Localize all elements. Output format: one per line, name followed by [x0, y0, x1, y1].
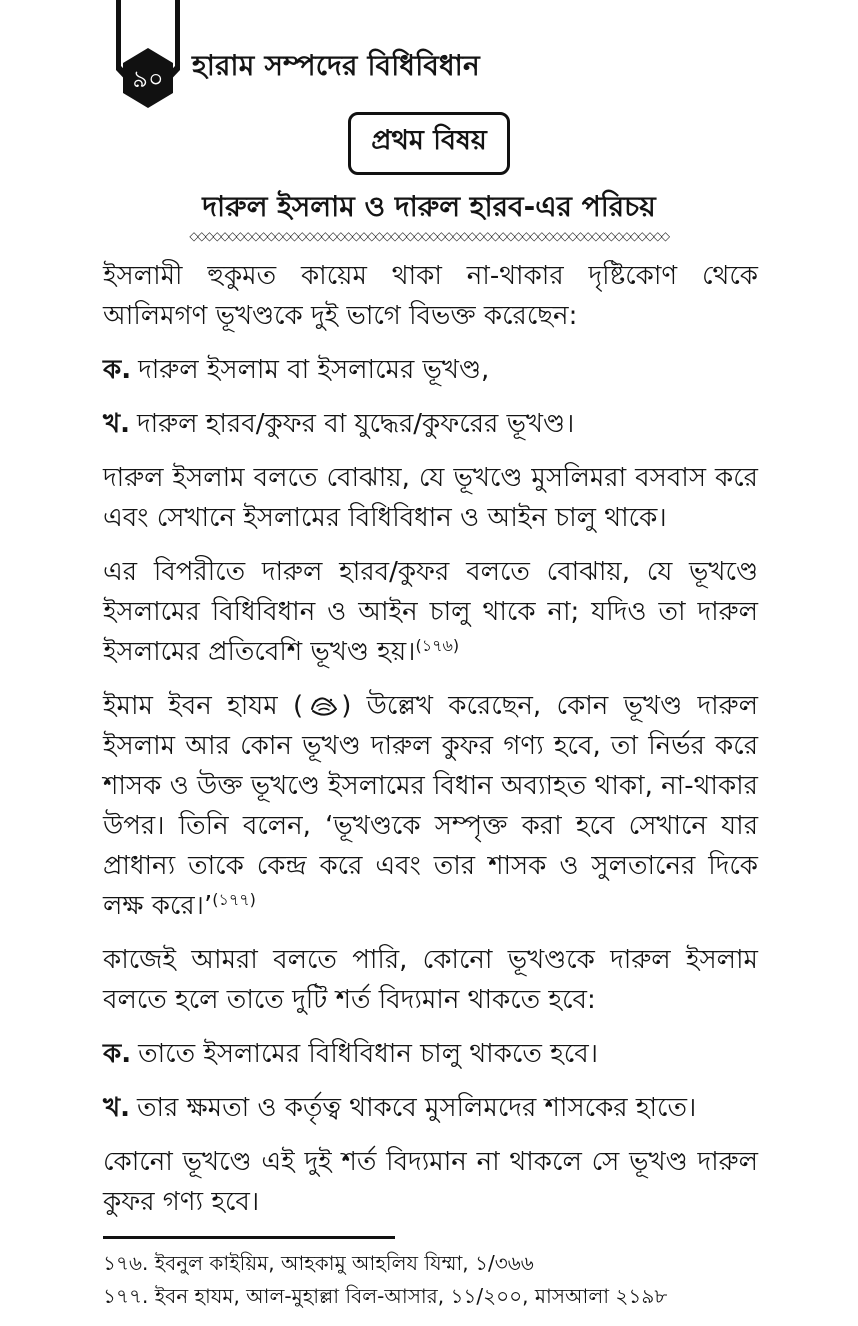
list-item-ka — [103, 350, 758, 390]
paragraph-text: এর বিপরীতে দারুল হারব/কুফর বলতে বোঝায়, যে ভূখণ্ডে ইসলামের বিধিবিধান ও আইন চালু থাকে না; যদিও তা দারুল ইসলামের প্রতিবেশি ভূখণ্ড হয়। — [103, 557, 758, 667]
footnote-176: ১৭৬. ইবনুল কাইয়িম, আহকামু আহলিয যিম্মা, ১/৩৬৬ — [103, 1251, 534, 1275]
paragraph-conclusion: কোনো ভূখণ্ডে এই দুই শর্ত বিদ্যমান না থাকলে সে ভূখণ্ড দারুল কুফর গণ্য হবে। — [103, 1147, 758, 1217]
bookmark-ribbon-icon — [112, 0, 184, 122]
paragraph-ibn-hazm — [103, 686, 758, 926]
chapter-heading: দারুল ইসলাম ও দারুল হারব-এর পরিচয় — [202, 190, 656, 223]
paragraph-conditions-intro: কাজেই আমরা বলতে পারি, কোনো ভূখণ্ডকে দারুল ইসলাম বলতে হলে তাতে দুটি শর্ত বিদ্যমান থাকতে হবে: — [103, 945, 758, 1015]
footnote-177: ১৭৭. ইবন হাযম, আল-মুহাল্লা বিল-আসার, ১১/২০০, মাসআলা ২১৯৮ — [103, 1284, 668, 1308]
list-item-ka-2 — [103, 1034, 758, 1074]
list-item-kha — [103, 404, 758, 444]
list-item-text: তাতে ইসলামের বিধিবিধান চালু থাকতে হবে। — [138, 1039, 599, 1069]
honorific-calligraphy-icon — [305, 693, 339, 717]
section-badge-label: প্রথম বিষয় — [371, 125, 487, 156]
paragraph-darul-islam: দারুল ইসলাম বলতে বোঝায়, যে ভূখণ্ডে মুসলিমরা বসবাস করে এবং সেখানে ইসলামের বিধিবিধান ও আইন চালু থাকে। — [103, 463, 758, 533]
paragraph-darul-harb — [103, 552, 758, 672]
footnotes — [103, 1247, 758, 1313]
section-badge — [348, 112, 510, 175]
list-marker: ক. — [103, 355, 132, 385]
page-number: ৯০ — [132, 65, 164, 93]
paragraph-text: ) উল্লেখ করেছেন, কোন ভূখণ্ড দারুল ইসলাম আর কোন ভূখণ্ড দারুল কুফর গণ্য হবে, তা নির্ভর করে শাসক ও উক্ত ভূখণ্ডে ইসলামের বিধান অব্যাহত থাকা, না-থাকার উপর। তিনি বলেন, ‘ভূখণ্ডকে সম্পৃক্ত করা হবে সেখানে যার প্রাধান্য তাকে কেন্দ্র করে এবং তার শাসক ও সুলতানের দিকে লক্ষ করে।’ — [103, 691, 758, 921]
paragraph-intro: ইসলামী হুকুমত কায়েম থাকা না-থাকার দৃষ্টিকোণ থেকে আলিমগণ ভূখণ্ডকে দুই ভাগে বিভক্ত করেছেন: — [103, 261, 758, 331]
body-text — [103, 256, 758, 1222]
list-marker: ক. — [103, 1039, 132, 1069]
list-item-text: তার ক্ষমতা ও কর্তৃত্ব থাকবে মুসলিমদের শাসকের হাতে। — [136, 1093, 697, 1123]
footnote-ref-177: (১৭৭) — [212, 890, 256, 909]
list-item-text: দারুল হারব/কুফর বা যুদ্ধের/কুফরের ভূখণ্ড। — [136, 409, 575, 439]
running-header-title: হারাম সম্পদের বিধিবিধান — [192, 49, 480, 82]
paragraph-text: ইমাম ইবন হাযম ( — [103, 691, 304, 721]
divider-ornament: ◇◇◇◇◇◇◇◇◇◇◇◇◇◇◇◇◇◇◇◇◇◇◇◇◇◇◇◇◇◇◇◇◇◇◇◇◇◇◇◇◇◇◇◇◇◇◇◇◇◇◇◇◇◇◇◇◇◇◇◇◇◇ — [189, 229, 669, 243]
footnote-separator — [103, 1236, 395, 1239]
list-marker: খ. — [103, 409, 130, 439]
list-item-kha-2 — [103, 1088, 758, 1128]
list-item-text: দারুল ইসলাম বা ইসলামের ভূখণ্ড, — [138, 355, 490, 385]
list-marker: খ. — [103, 1093, 130, 1123]
footnote-ref-176: (১৭৬) — [415, 636, 460, 655]
